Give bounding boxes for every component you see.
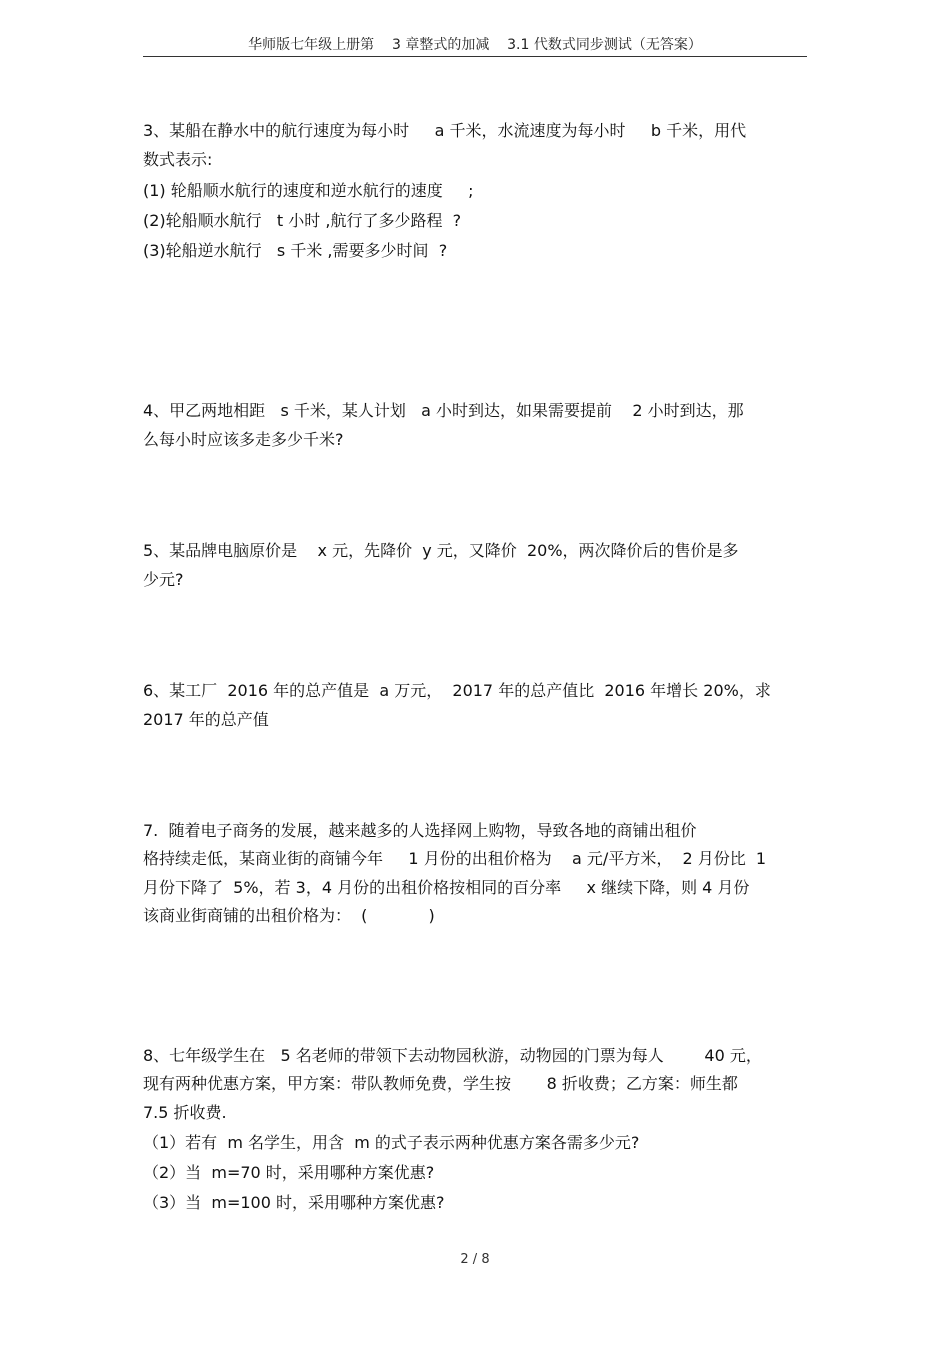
page-number: 2 / 8 <box>460 1252 490 1267</box>
q7-line3: 月份下降了 5%，若 3，4 月份的出租价格按相同的百分率 x 继续下降，则 4 月份 <box>143 878 750 897</box>
q7-line1: 7. 随着电子商务的发展，越来越多的人选择网上购物，导致各地的商铺出租价 <box>143 821 697 840</box>
q8-sub1: （1）若有 m 名学生，用含 m 的式子表示两种优惠方案各需多少元? <box>143 1133 640 1152</box>
page-header <box>143 30 807 57</box>
q8-sub3: （3）当 m=100 时，采用哪种方案优惠? <box>143 1193 445 1212</box>
q6-line2: 2017 年的总产值 <box>143 710 269 729</box>
q3-sub2: (2)轮船顺水航行 t 小时 ,航行了多少路程 ? <box>143 211 462 230</box>
q8-line3: 7.5 折收费. <box>143 1103 227 1122</box>
q3-line1: 3、某船在静水中的航行速度为每小时 a 千米，水流速度为每小时 b 千米，用代 <box>143 121 747 140</box>
q6-line1: 6、某工厂 2016 年的总产值是 a 万元， 2017 年的总产值比 2016 年增长 20%，求 <box>143 681 771 700</box>
q3-sub1: (1) 轮船顺水航行的速度和逆水航行的速度 ; <box>143 181 474 200</box>
q8-line2: 现有两种优惠方案，甲方案：带队教师免费，学生按 8 折收费；乙方案：师生都 <box>143 1074 738 1093</box>
q7-line2: 格持续走低，某商业街的商铺今年 1 月份的出租价格为 a 元/平方米， 2 月份比 1 <box>143 849 767 868</box>
q5-line2: 少元? <box>143 570 184 589</box>
q8-line1: 8、七年级学生在 5 名老师的带领下去动物园秋游，动物园的门票为每人 40 元， <box>143 1046 762 1065</box>
q5-line1: 5、某品牌电脑原价是 x 元，先降价 y 元，又降价 20%，两次降价后的售价是多 <box>143 541 739 560</box>
q3-line2: 数式表示: <box>143 150 213 169</box>
q4-line2: 么每小时应该多走多少千米? <box>143 430 344 449</box>
q4-line1: 4、甲乙两地相距 s 千米，某人计划 a 小时到达，如果需要提前 2 小时到达，那 <box>143 401 744 420</box>
q8-sub2: （2）当 m=70 时，采用哪种方案优惠? <box>143 1163 435 1182</box>
header-title: 华师版七年级上册第 3 章整式的加减 3.1 代数式同步测试（无答案） <box>248 37 702 53</box>
q7-line4: 该商业街商铺的出租价格为： ( ) <box>143 906 435 925</box>
q3-sub3: (3)轮船逆水航行 s 千米 ,需要多少时间 ? <box>143 241 448 260</box>
